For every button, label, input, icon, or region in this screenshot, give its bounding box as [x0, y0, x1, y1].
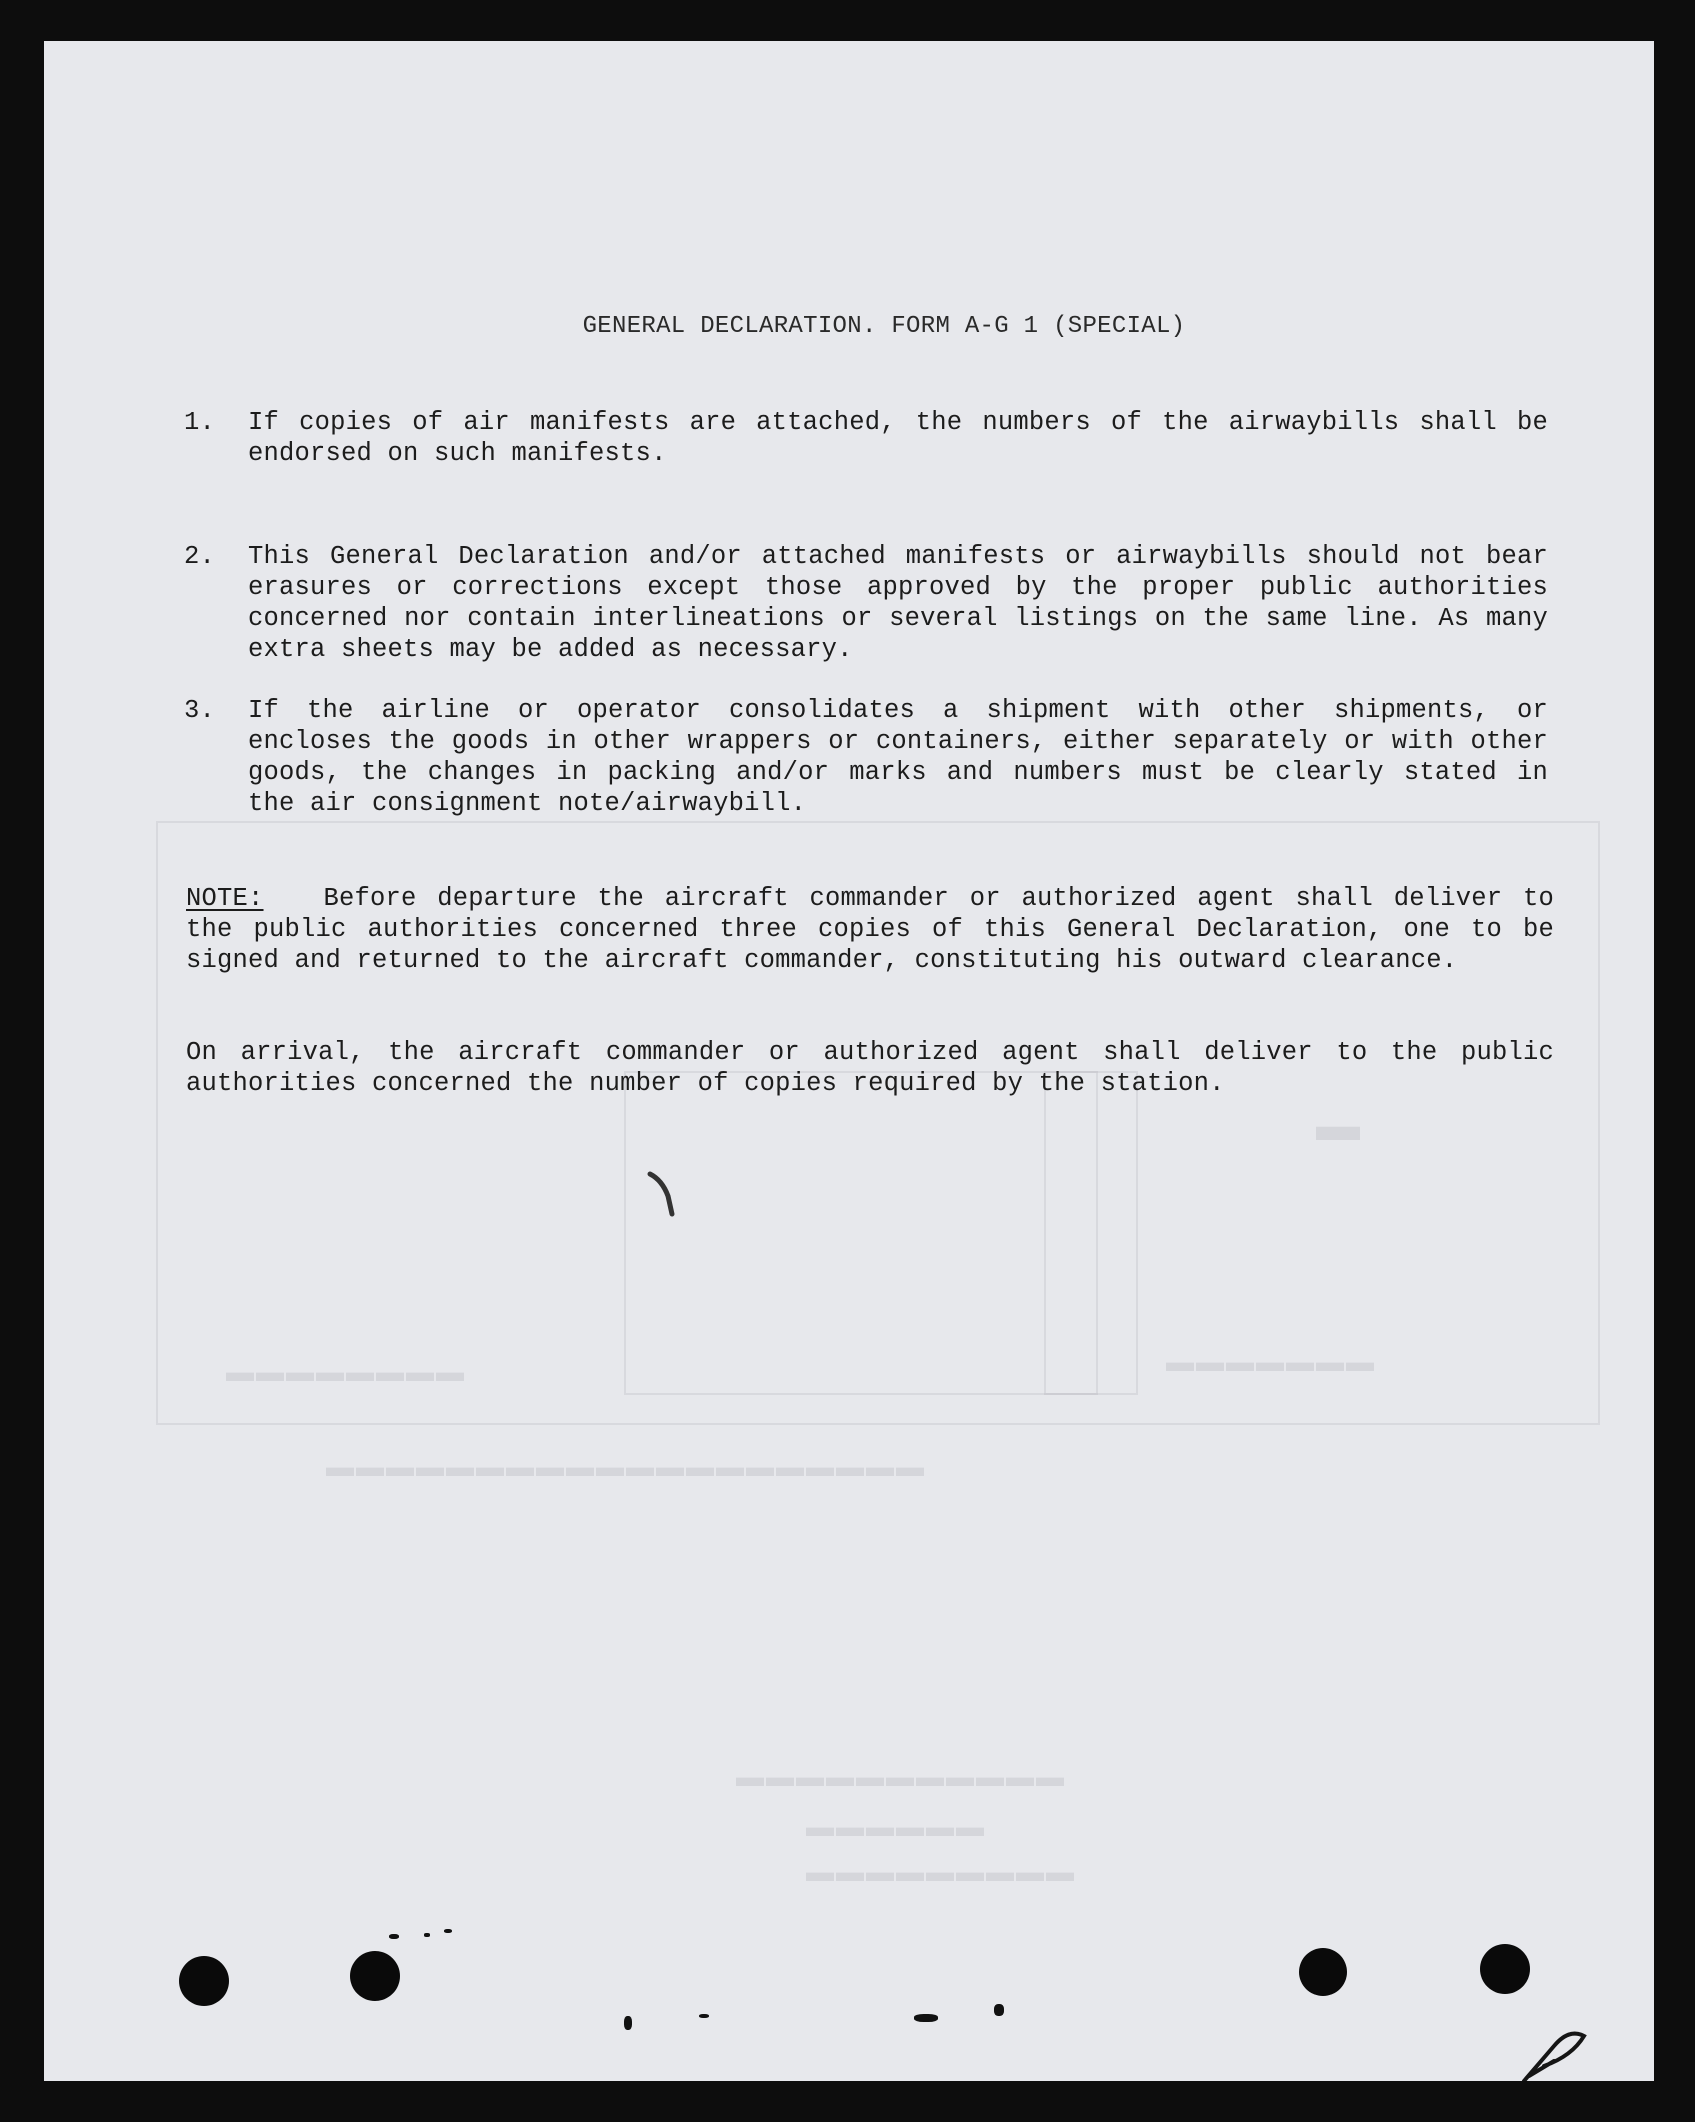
speck	[424, 1933, 430, 1937]
punch-hole	[1480, 1944, 1530, 1994]
punch-hole	[1299, 1948, 1347, 1996]
bleed-through-mark: ▬▬▬▬▬▬▬▬▬▬▬▬▬▬▬▬▬▬▬▬	[324, 1451, 924, 1482]
bleed-through-mark: ▬▬▬▬▬▬▬▬	[224, 1356, 464, 1387]
departure-note	[186, 883, 1554, 976]
document-title: GENERAL DECLARATION. FORM A-G 1 (SPECIAL)	[582, 313, 1186, 340]
arrival-text: On arrival, the aircraft commander or authorized agent shall deliver to the public authorities concerned the number of copies required by the station.	[186, 1038, 1554, 1098]
item-text: If copies of air manifests are attached, the numbers of the airwaybills shall be endorsed on such manifests.	[248, 408, 1548, 468]
bleed-through-box	[624, 1071, 1098, 1395]
stray-pen-mark	[644, 1166, 684, 1226]
item-text: If the airline or operator consolidates a shipment with other shipments, or encloses the goods in other wrappers or containers, either separately or with other goods, the changes in packing and/or marks and numbers must be clearly stated in the air consignment note/airwaybill.	[248, 696, 1548, 818]
speck	[444, 1929, 452, 1933]
punch-hole	[350, 1951, 400, 2001]
speck	[994, 2004, 1004, 2016]
corner-pen-mark	[1514, 2016, 1614, 2081]
note-text: Before departure the aircraft commander or authorized agent shall deliver to the public authorities concerned three copies of this General Declaration, one to be signed and returned to the aircraft commander, constituting his outward clearance.	[186, 884, 1554, 975]
punch-hole	[179, 1956, 229, 2006]
item-number: 2.	[184, 542, 216, 571]
bleed-through-box	[1044, 1071, 1138, 1395]
item-number: 1.	[184, 408, 216, 437]
item-number: 3.	[184, 696, 216, 725]
bleed-through-mark: ▬	[1314, 1101, 1360, 1150]
speck	[699, 2014, 709, 2018]
bleed-through-mark: ▬▬▬▬▬▬▬▬▬▬▬	[734, 1761, 1064, 1792]
document-page	[44, 41, 1654, 2081]
bleed-through-mark: ▬▬▬▬▬▬▬▬▬	[804, 1856, 1074, 1887]
arrival-note	[186, 1037, 1554, 1099]
item-text: This General Declaration and/or attached manifests or airwaybills should not bear erasures or corrections except those approved by the proper public authorities concerned nor contain interlineations or several listings on the same line. As many extra sheets may be added as necessary.	[248, 542, 1548, 664]
speck	[624, 2016, 632, 2030]
speck	[914, 2014, 938, 2022]
bleed-through-mark: ▬▬▬▬▬▬	[804, 1811, 984, 1842]
speck	[389, 1934, 399, 1939]
note-label: NOTE:	[186, 884, 264, 913]
bleed-through-mark: ▬▬▬▬▬▬▬	[1164, 1346, 1374, 1377]
